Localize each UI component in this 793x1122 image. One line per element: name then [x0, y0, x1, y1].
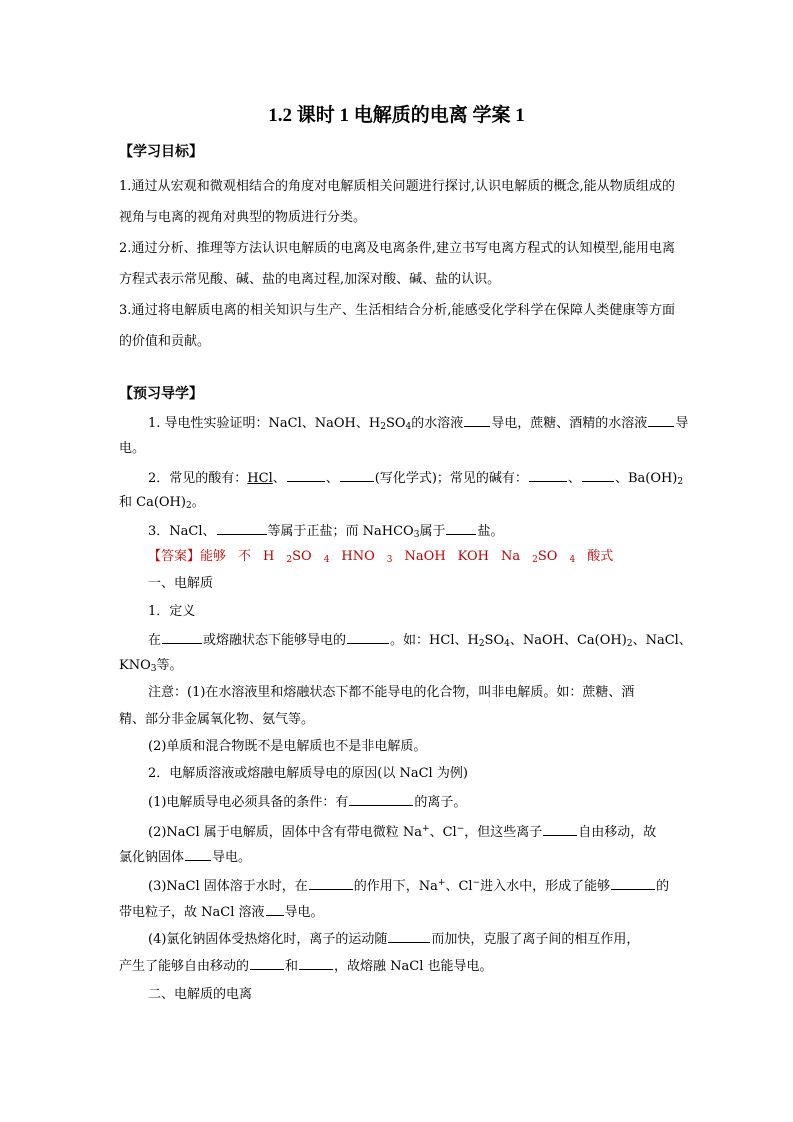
- answer-blank[interactable]: [388, 929, 430, 943]
- answer-blank[interactable]: [347, 630, 389, 644]
- objective-item-3: 3.通过将电解质电离的相关知识与生产、生活相结合分析,能感受化学科学在保障人类健康等方面的价值和贡献。: [119, 303, 675, 349]
- reason-1: (1)电解质导电必须具备的条件：有 的离子。: [148, 792, 466, 812]
- question-2: 2．常见的酸有：HCl、 、 (写化学式)；常见的碱有： 、 、$Ba(OH)_2$: [148, 468, 683, 491]
- objective-item-2: 2.通过分析、推理等方法认识电解质的电离及电离条件,建立书写电离方程式的认知模型,能用电离方程式表示常见酸、碱、盐的电离过程,加深对酸、碱、盐的认识。: [119, 241, 675, 287]
- definition-title: 1．定义: [148, 604, 196, 619]
- reason-3-continued: 带电粒子，故 NaCl 溶液 导电。: [119, 902, 324, 922]
- answer-blank[interactable]: [299, 956, 333, 970]
- reason-2-continued: 氯化钠固体 导电。: [119, 847, 251, 867]
- question-1: 1. 导电性实验证明：NaCl、NaOH、$H_2SO_4$的水溶液 导电，蔗糖、酒精的水溶液 导: [148, 413, 688, 436]
- reason-3: (3)NaCl 固体溶于水时，在 的作用下，Na+、Cl−进入水中，形成了能够 的: [148, 878, 670, 894]
- question-1-continued: 电。: [119, 441, 146, 456]
- answer-blank[interactable]: [185, 847, 211, 861]
- answer-blank[interactable]: [349, 792, 413, 806]
- note-1-continued: 精、部分非金属氧化物、氨气等。: [119, 712, 315, 727]
- answer-key: 【答案】能够 不 H $_2$SO $_4$ HNO $_3$ NaOH KOH Na $_2$SO $_4$ 酸式: [148, 549, 614, 565]
- objective-item-1: 1.通过从宏观和微观相结合的角度对电解质相关问题进行探讨,认识电解质的概念,能从物质组成的视角与电离的视角对典型的物质进行分类。: [119, 179, 675, 225]
- objectives-heading: 【学习目标】: [119, 144, 203, 160]
- answer-blank[interactable]: [266, 902, 284, 916]
- answer-blank[interactable]: [340, 468, 374, 482]
- reason-title: 2．电解质溶液或熔融电解质导电的原因(以 NaCl 为例): [148, 766, 468, 781]
- preview-heading: 【预习导学】: [119, 386, 203, 402]
- answer-blank[interactable]: [464, 413, 490, 427]
- note-1: 注意：(1)在水溶液里和熔融状态下都不能导电的化合物，叫非电解质。如：蔗糖、酒: [148, 685, 635, 700]
- answer-blank[interactable]: [611, 876, 655, 890]
- reason-4-continued: 产生了能够自由移动的 和 ，故熔融 NaCl 也能导电。: [119, 956, 493, 976]
- answer-blank[interactable]: [162, 630, 202, 644]
- definition-text-continued: $KNO_3$等。: [119, 658, 183, 674]
- definition-text: 在 或熔融状态下能够导电的 。如：HCl、$H_2SO_4$、NaOH、$Ca(OH)_2$、NaCl、: [148, 630, 692, 653]
- note-2: (2)单质和混合物既不是电解质也不是非电解质。: [148, 739, 427, 754]
- answer-blank[interactable]: [217, 521, 267, 535]
- part-2-heading: 二、电解质的电离: [148, 987, 253, 1002]
- answer-blank[interactable]: [446, 521, 476, 535]
- part-1-heading: 一、电解质: [148, 576, 214, 591]
- reason-4: (4)氯化钠固体受热熔化时，离子的运动随 而加快，克服了离子间的相互作用，: [148, 929, 639, 949]
- question-2-continued: 和 $Ca(OH)_2$。: [119, 495, 205, 511]
- page-title: 1.2 课时 1 电解质的电离 学案 1: [268, 105, 525, 126]
- answer-blank[interactable]: [582, 468, 614, 482]
- answer-blank[interactable]: [648, 413, 674, 427]
- answer-blank[interactable]: [287, 468, 325, 482]
- answer-blank[interactable]: [543, 822, 577, 836]
- answer-blank[interactable]: [529, 468, 567, 482]
- question-3: 3．NaCl、 等属于正盐；而 NaHCO$_3$属于 盐。: [148, 521, 503, 544]
- answer-blank[interactable]: [309, 876, 353, 890]
- answer-blank[interactable]: [250, 956, 284, 970]
- reason-2: (2)NaCl 属于电解质，固体中含有带电微粒 Na+、Cl−，但这些离子 自由移动，故: [148, 824, 657, 840]
